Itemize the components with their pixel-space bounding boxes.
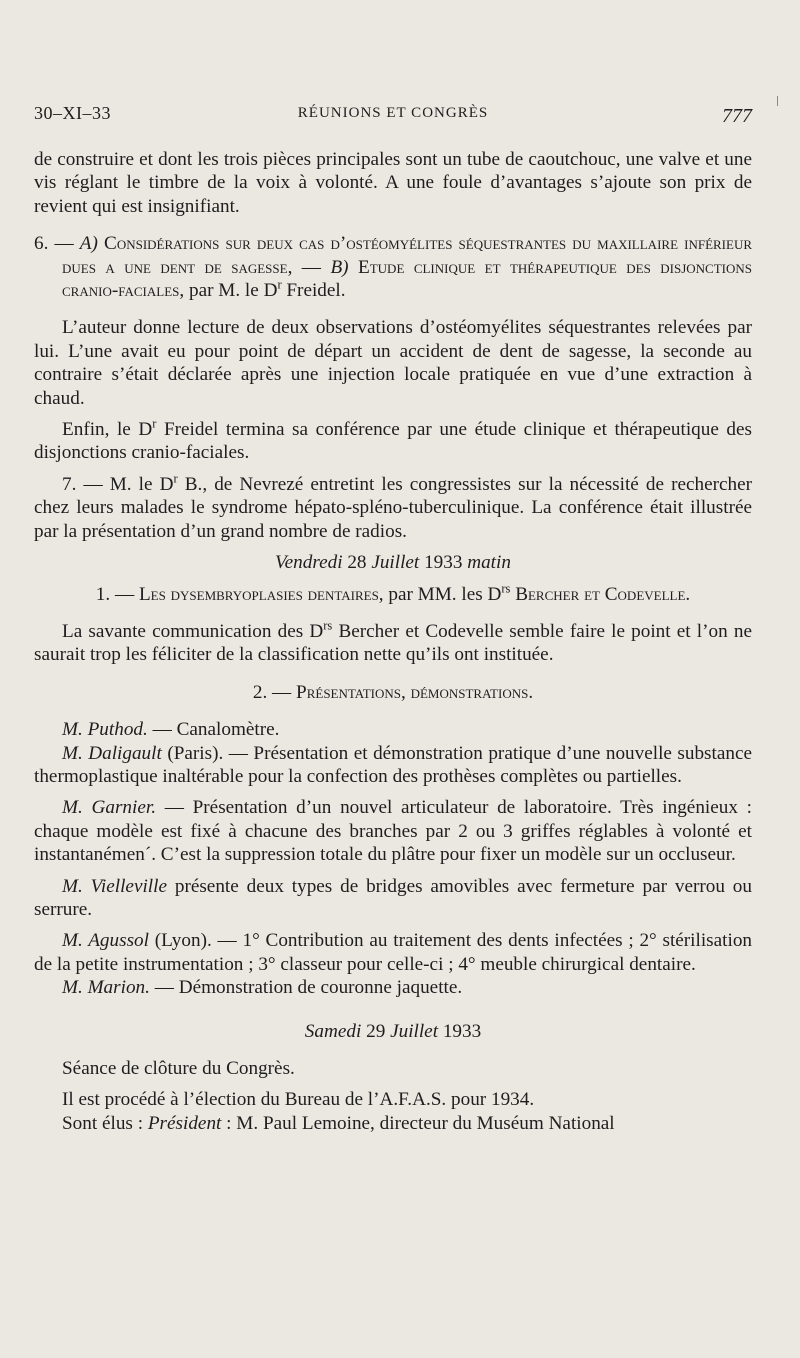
date-number: 28 — [347, 552, 367, 574]
date-day: Vendredi — [275, 552, 343, 574]
presentation-puthod — [34, 718, 752, 741]
paragraph-communication — [34, 620, 752, 667]
presenter-name: M. Vielleville — [62, 875, 167, 897]
date-year: 1933 — [424, 552, 463, 574]
item-6-heading — [34, 232, 752, 302]
margin-mark — [777, 96, 778, 106]
date-number: 29 — [366, 1020, 386, 1042]
presentation-marion — [34, 976, 752, 999]
role-label: Président — [147, 1112, 222, 1134]
presentation-daligault — [34, 742, 752, 789]
text-segment: Bercher et Codevelle semble faire le point et l’on ne saurait trop les féliciter de la classification nette qu’ils ont instituée. — [34, 620, 752, 666]
presenter-name: M. Puthod. — [62, 719, 148, 741]
item-marker-b: B) — [330, 256, 349, 278]
paragraph-election: Il est procédé à l’élection du Bureau de l’A.F.A.S. pour 1934. — [62, 1089, 535, 1111]
page-number: 777 — [722, 105, 752, 127]
item-title-b: Etude clinique et thérapeutique des disjonctions cranio-faciales, — [62, 256, 752, 302]
item-7-paragraph — [34, 473, 752, 543]
item-marker-a: A) — [79, 233, 98, 255]
text-segment: Sont élus : — [62, 1112, 144, 1134]
item-title: Présentations, démonstrations. — [296, 681, 534, 703]
item-author-prefix: par M. le D — [188, 280, 278, 302]
presentation-text: (Lyon). — 1° Contribution au traitement des dents infectées ; 2° stérilisation de la petite instrumentation ; 3° classeur pour celle-ci ; 4° meuble chirurgical dentaire. — [34, 930, 753, 975]
item-author-names: Bercher et Codevelle. — [515, 583, 691, 605]
paragraph-elected — [34, 1112, 752, 1135]
paragraph-conclusion — [34, 418, 752, 465]
presentation-agussol — [34, 929, 752, 976]
item-1-heading — [34, 583, 752, 606]
text-segment: La savante communication des D — [62, 620, 324, 642]
presentation-garnier — [34, 796, 752, 866]
header-date: 30–XI–33 — [34, 103, 111, 123]
paragraph-continuation: de construire et dont les trois pièces principales sont un tube de caoutchouc, une valve et une vis réglant le timbre de la voix à volonté. A une foule d’avantages s’ajoute son prix de revient qui est insignifiant. — [34, 149, 752, 217]
text-segment: B., de Nevrezé entretint les congressistes sur la nécessité de rechercher chez leurs malades le syndrome hépato-spléno-tuberculinique. La conférence était illustrée par la présentation d’un grand nombre de radios. — [34, 473, 753, 542]
date-period: matin — [467, 552, 511, 574]
date-month: Juillet — [390, 1020, 439, 1042]
text-segment: : M. Paul Lemoine, directeur du Muséum National — [226, 1112, 615, 1134]
presenter-name: M. Marion. — [62, 977, 150, 999]
item-number: 6. — — [34, 233, 74, 255]
presentation-vielleville — [34, 875, 752, 922]
item-2-heading — [34, 681, 752, 704]
text-sup: r — [152, 416, 157, 431]
page-body — [34, 148, 752, 1135]
text-sup: rs — [323, 618, 333, 633]
item-author-sup: rs — [501, 581, 511, 596]
session-date-saturday — [34, 1020, 752, 1043]
running-header — [34, 103, 752, 129]
text-sup: r — [173, 471, 178, 486]
presentation-text: — Présentation d’un nouvel articulateur de laboratoire. Très ingénieux : chaque modèle est fixé à chacune des branches par 2 ou 3 griffes réglables à volonté et instantanémen´. C’est la suppression totale du plâtre pour fixer un modèle sur un occluseur. — [34, 797, 752, 866]
text-segment: Freidel termina sa conférence par une étude clinique et thérapeutique des disjonctions cranio-faciales. — [34, 419, 753, 464]
item-author-sup: r — [277, 277, 282, 292]
date-day: Samedi — [304, 1020, 362, 1042]
presenter-name: M. Daligault — [62, 742, 162, 764]
paragraph-observations: L’auteur donne lecture de deux observations d’ostéomyélites séquestrantes relevées par lui. L’une avait eu pour point de départ un accident de dent de sagesse, la seconde au contraire s’était déclarée après une injection locale pratiquée en vue d’une extraction à chaud. — [34, 317, 752, 409]
header-title: RÉUNIONS ET CONGRÈS — [297, 105, 489, 121]
presentation-text: présente deux types de bridges amovibles avec fermeture par verrou ou serrure. — [34, 875, 752, 920]
paragraph-closing: Séance de clôture du Congrès. — [62, 1058, 295, 1079]
presentation-text: (Paris). — Présentation et démonstration pratique d’une nouvelle substance thermoplastique inaltérable pour la confection des prothèses complètes ou partielles. — [34, 742, 752, 787]
item-number: 2. — — [252, 681, 292, 703]
item-author-prefix: par MM. les D — [388, 583, 502, 605]
item-title-a: Considérations sur deux cas d’ostéomyélites séquestrantes du maxillaire inférieur dues a une dent de sagesse, — — [62, 233, 753, 278]
text-segment: 7. — M. le D — [62, 473, 174, 495]
item-author-name: Freidel. — [286, 280, 346, 302]
item-title: Les dysembryoplasies dentaires, — [138, 583, 384, 605]
presenter-name: M. Garnier. — [62, 797, 156, 819]
date-year: 1933 — [442, 1020, 482, 1042]
session-date-friday — [34, 551, 752, 574]
text-segment: Enfin, le D — [62, 419, 153, 441]
date-month: Juillet — [371, 552, 420, 574]
presenter-name: M. Agussol — [62, 930, 149, 952]
presentation-text: — Canalomètre. — [152, 719, 280, 741]
presentation-text: — Démonstration de couronne jaquette. — [154, 977, 463, 999]
item-number: 1. — — [95, 583, 135, 605]
